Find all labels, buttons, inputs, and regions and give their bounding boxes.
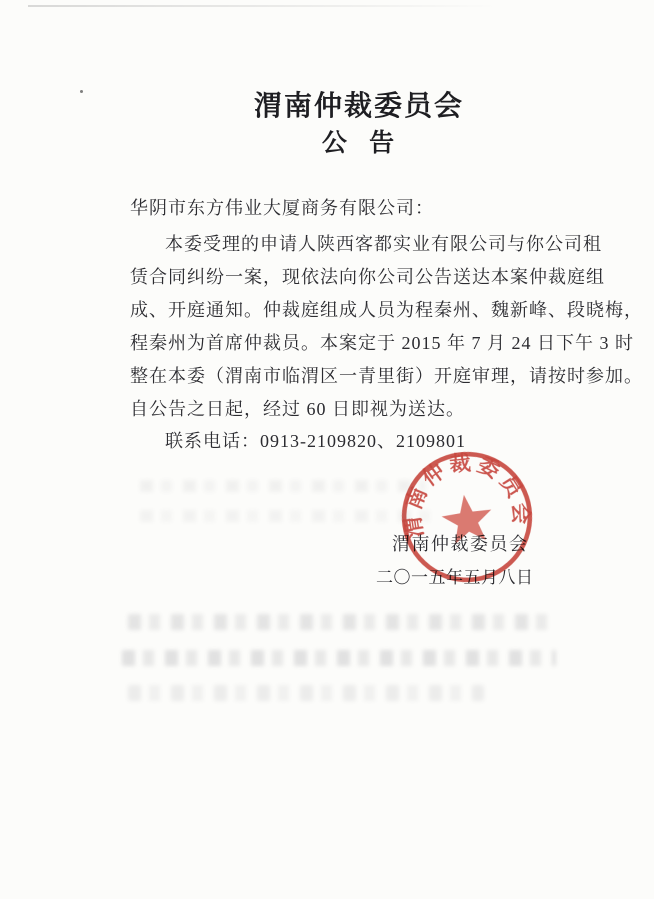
scan-bleedthrough-artifact bbox=[140, 480, 426, 492]
body-line: 自公告之日起，经过 60 日即视为送达。 bbox=[130, 399, 465, 419]
body-line: 成、开庭通知。仲裁庭组成人员为程秦州、魏新峰、段晓梅， bbox=[130, 300, 643, 320]
body-paragraph bbox=[130, 228, 650, 426]
seal-star-icon bbox=[439, 491, 495, 545]
body-line: 程秦州为首席仲裁员。本案定于 2015 年 7 月 24 日下午 3 时 bbox=[130, 333, 634, 353]
body-line: 本委受理的申请人陕西客都实业有限公司与你公司租 bbox=[165, 234, 602, 254]
scan-bleedthrough-artifact bbox=[122, 650, 556, 666]
body-line: 赁合同纠纷一案，现依法向你公司公告送达本案仲裁庭组 bbox=[130, 267, 605, 287]
document-subtitle: 公 告 bbox=[321, 130, 397, 157]
signature-org-name: 渭南仲裁委员会 bbox=[392, 534, 529, 554]
scan-bleedthrough-artifact bbox=[140, 510, 440, 522]
body-line: 整在本委（渭南市临渭区一青里街）开庭审理，请按时参加。 bbox=[130, 366, 643, 386]
recipient-line: 华阴市东方伟业大厦商务有限公司： bbox=[130, 198, 434, 218]
scan-edge-artifact bbox=[28, 5, 498, 7]
document-title: 渭南仲裁委员会 bbox=[253, 91, 464, 122]
scan-speck bbox=[80, 90, 83, 93]
scan-bleedthrough-artifact bbox=[128, 614, 550, 630]
scan-bleedthrough-artifact bbox=[128, 685, 484, 701]
seal-arc-text: 渭南仲裁委员会 bbox=[400, 450, 533, 540]
contact-phone-line: 联系电话：0913-2109820、2109801 bbox=[165, 431, 466, 451]
signature-date: 二〇一五年五月八日 bbox=[376, 568, 534, 587]
